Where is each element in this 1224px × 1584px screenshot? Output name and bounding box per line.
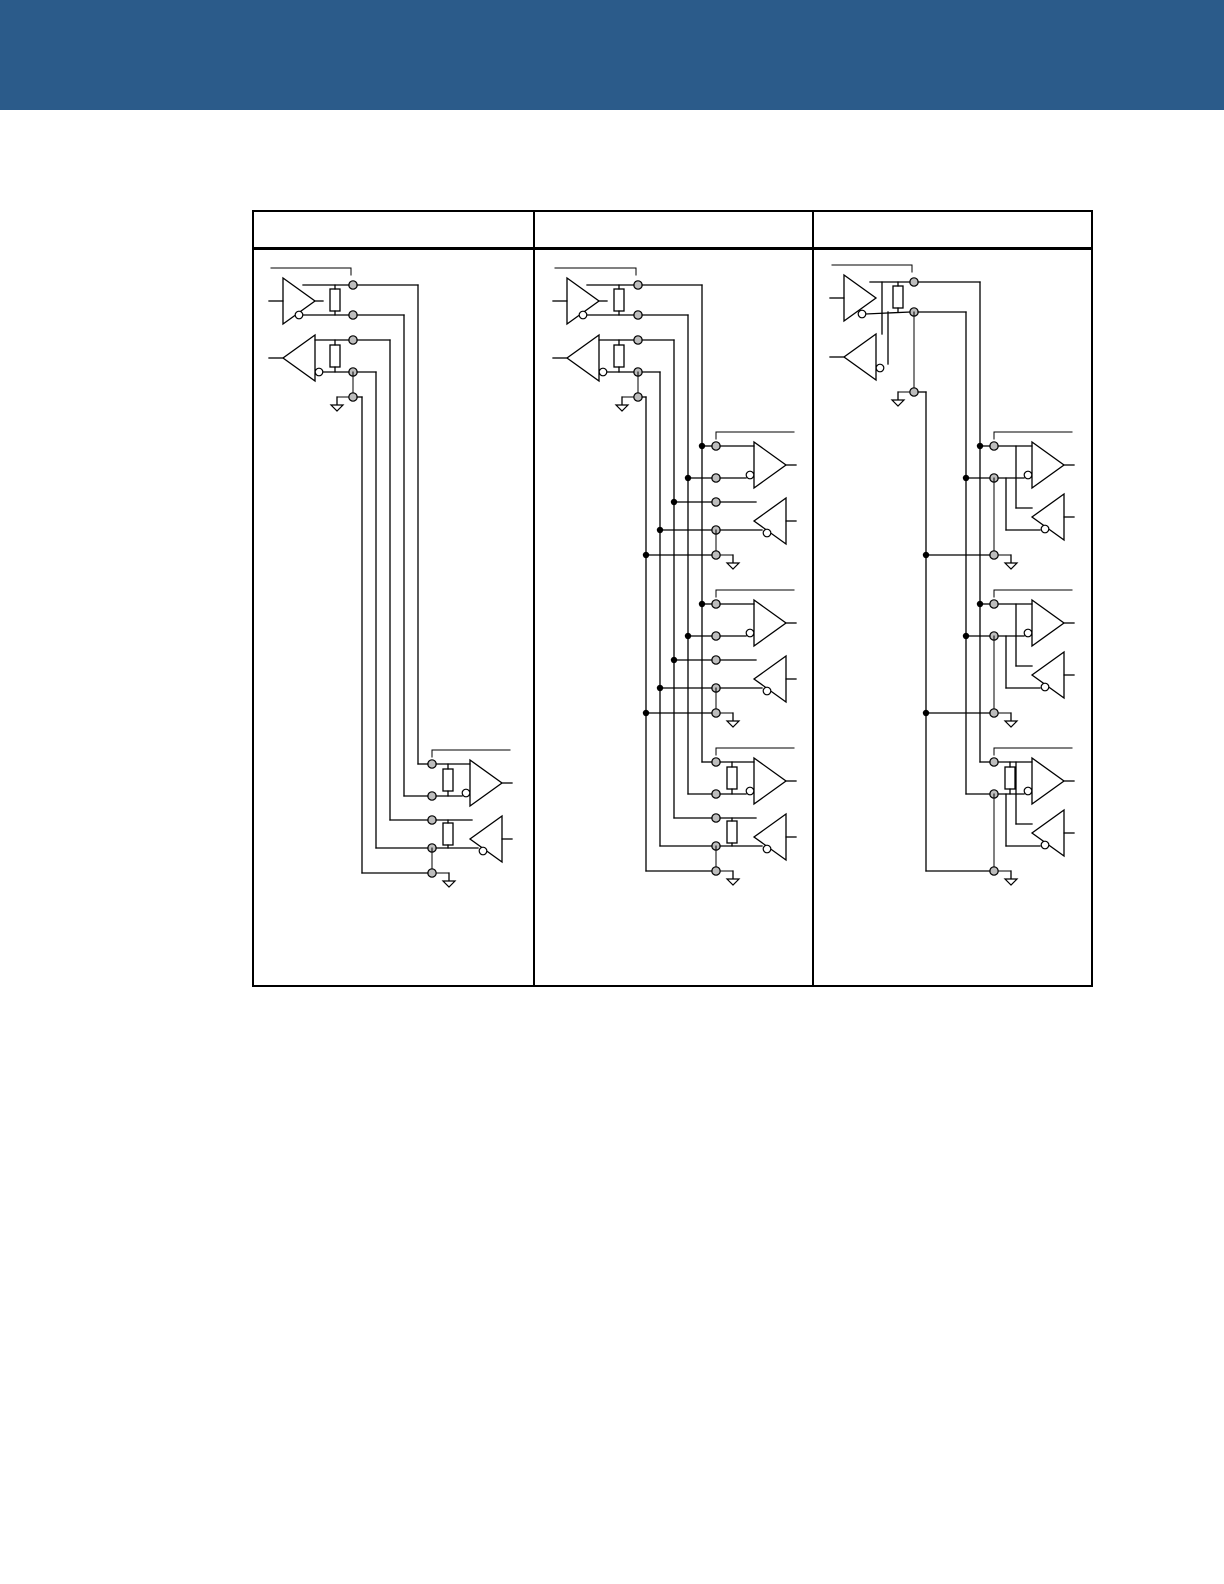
terminal-circle-icon [634, 311, 642, 319]
terminal-circle-icon [428, 760, 436, 768]
ground-icon [1005, 721, 1017, 727]
resistor-icon [727, 767, 737, 789]
terminal-circle-icon [990, 442, 998, 450]
inversion-bubble-icon [876, 364, 884, 372]
driver-triangle-icon [754, 814, 786, 860]
terminal-circle-icon [428, 816, 436, 824]
inversion-bubble-icon [1024, 629, 1032, 637]
terminal-circle-icon [349, 393, 357, 401]
terminal-circle-icon [712, 790, 720, 798]
terminal-circle-icon [712, 551, 720, 559]
inversion-bubble-icon [599, 368, 607, 376]
terminal-circle-icon [349, 281, 357, 289]
ground-icon [1005, 563, 1017, 569]
receiver-triangle-icon [1032, 442, 1064, 488]
terminal-circle-icon [634, 281, 642, 289]
inversion-bubble-icon [746, 629, 754, 637]
terminal-circle-icon [712, 709, 720, 717]
receiver-triangle-icon [754, 442, 786, 488]
resistor-icon [614, 345, 624, 367]
ground-icon [616, 405, 628, 411]
inversion-bubble-icon [295, 311, 303, 319]
inversion-bubble-icon [746, 471, 754, 479]
resistor-icon [1005, 767, 1015, 789]
terminal-circle-icon [428, 792, 436, 800]
terminal-circle-icon [990, 600, 998, 608]
inversion-bubble-icon [858, 310, 866, 318]
inversion-bubble-icon [479, 847, 487, 855]
inversion-bubble-icon [1024, 787, 1032, 795]
inversion-bubble-icon [1041, 841, 1049, 849]
receiver-triangle-icon [1032, 600, 1064, 646]
inversion-bubble-icon [579, 311, 587, 319]
inversion-bubble-icon [315, 368, 323, 376]
receiver-triangle-icon [754, 758, 786, 804]
inversion-bubble-icon [1041, 683, 1049, 691]
terminal-circle-icon [990, 709, 998, 717]
terminal-circle-icon [712, 600, 720, 608]
inversion-bubble-icon [462, 789, 470, 797]
inversion-bubble-icon [763, 687, 771, 695]
terminal-circle-icon [428, 869, 436, 877]
terminal-circle-icon [712, 758, 720, 766]
terminal-circle-icon [634, 393, 642, 401]
inversion-bubble-icon [746, 787, 754, 795]
receiver-triangle-icon [567, 335, 599, 381]
terminal-circle-icon [990, 758, 998, 766]
resistor-icon [614, 289, 624, 311]
driver-triangle-icon [754, 656, 786, 702]
ground-icon [1005, 879, 1017, 885]
terminal-circle-icon [634, 336, 642, 344]
driver-triangle-icon [470, 816, 502, 862]
terminal-circle-icon [712, 656, 720, 664]
ground-icon [443, 881, 455, 887]
inversion-bubble-icon [1041, 525, 1049, 533]
ground-icon [892, 400, 904, 406]
terminal-circle-icon [349, 336, 357, 344]
ground-icon [727, 879, 739, 885]
terminal-circle-icon [712, 498, 720, 506]
inversion-bubble-icon [763, 529, 771, 537]
resistor-icon [330, 289, 340, 311]
terminal-circle-icon [990, 551, 998, 559]
terminal-circle-icon [990, 867, 998, 875]
terminal-circle-icon [712, 867, 720, 875]
ground-icon [727, 721, 739, 727]
driver-triangle-icon [754, 498, 786, 544]
driver-triangle-icon [1032, 494, 1064, 540]
resistor-icon [893, 286, 903, 308]
resistor-icon [727, 821, 737, 843]
inversion-bubble-icon [763, 845, 771, 853]
driver-triangle-icon [1032, 810, 1064, 856]
terminal-circle-icon [349, 311, 357, 319]
resistor-icon [443, 769, 453, 791]
receiver-triangle-icon [1032, 758, 1064, 804]
ground-icon [331, 405, 343, 411]
resistor-icon [330, 345, 340, 367]
terminal-circle-icon [712, 442, 720, 450]
terminal-circle-icon [712, 814, 720, 822]
terminal-circle-icon [910, 278, 918, 286]
ground-icon [727, 563, 739, 569]
terminal-circle-icon [712, 632, 720, 640]
resistor-icon [443, 823, 453, 845]
receiver-triangle-icon [283, 335, 315, 381]
inversion-bubble-icon [1024, 471, 1032, 479]
receiver-triangle-icon [844, 334, 876, 380]
terminal-circle-icon [712, 474, 720, 482]
driver-triangle-icon [1032, 652, 1064, 698]
receiver-triangle-icon [470, 760, 502, 806]
terminal-circle-icon [910, 388, 918, 396]
receiver-triangle-icon [754, 600, 786, 646]
